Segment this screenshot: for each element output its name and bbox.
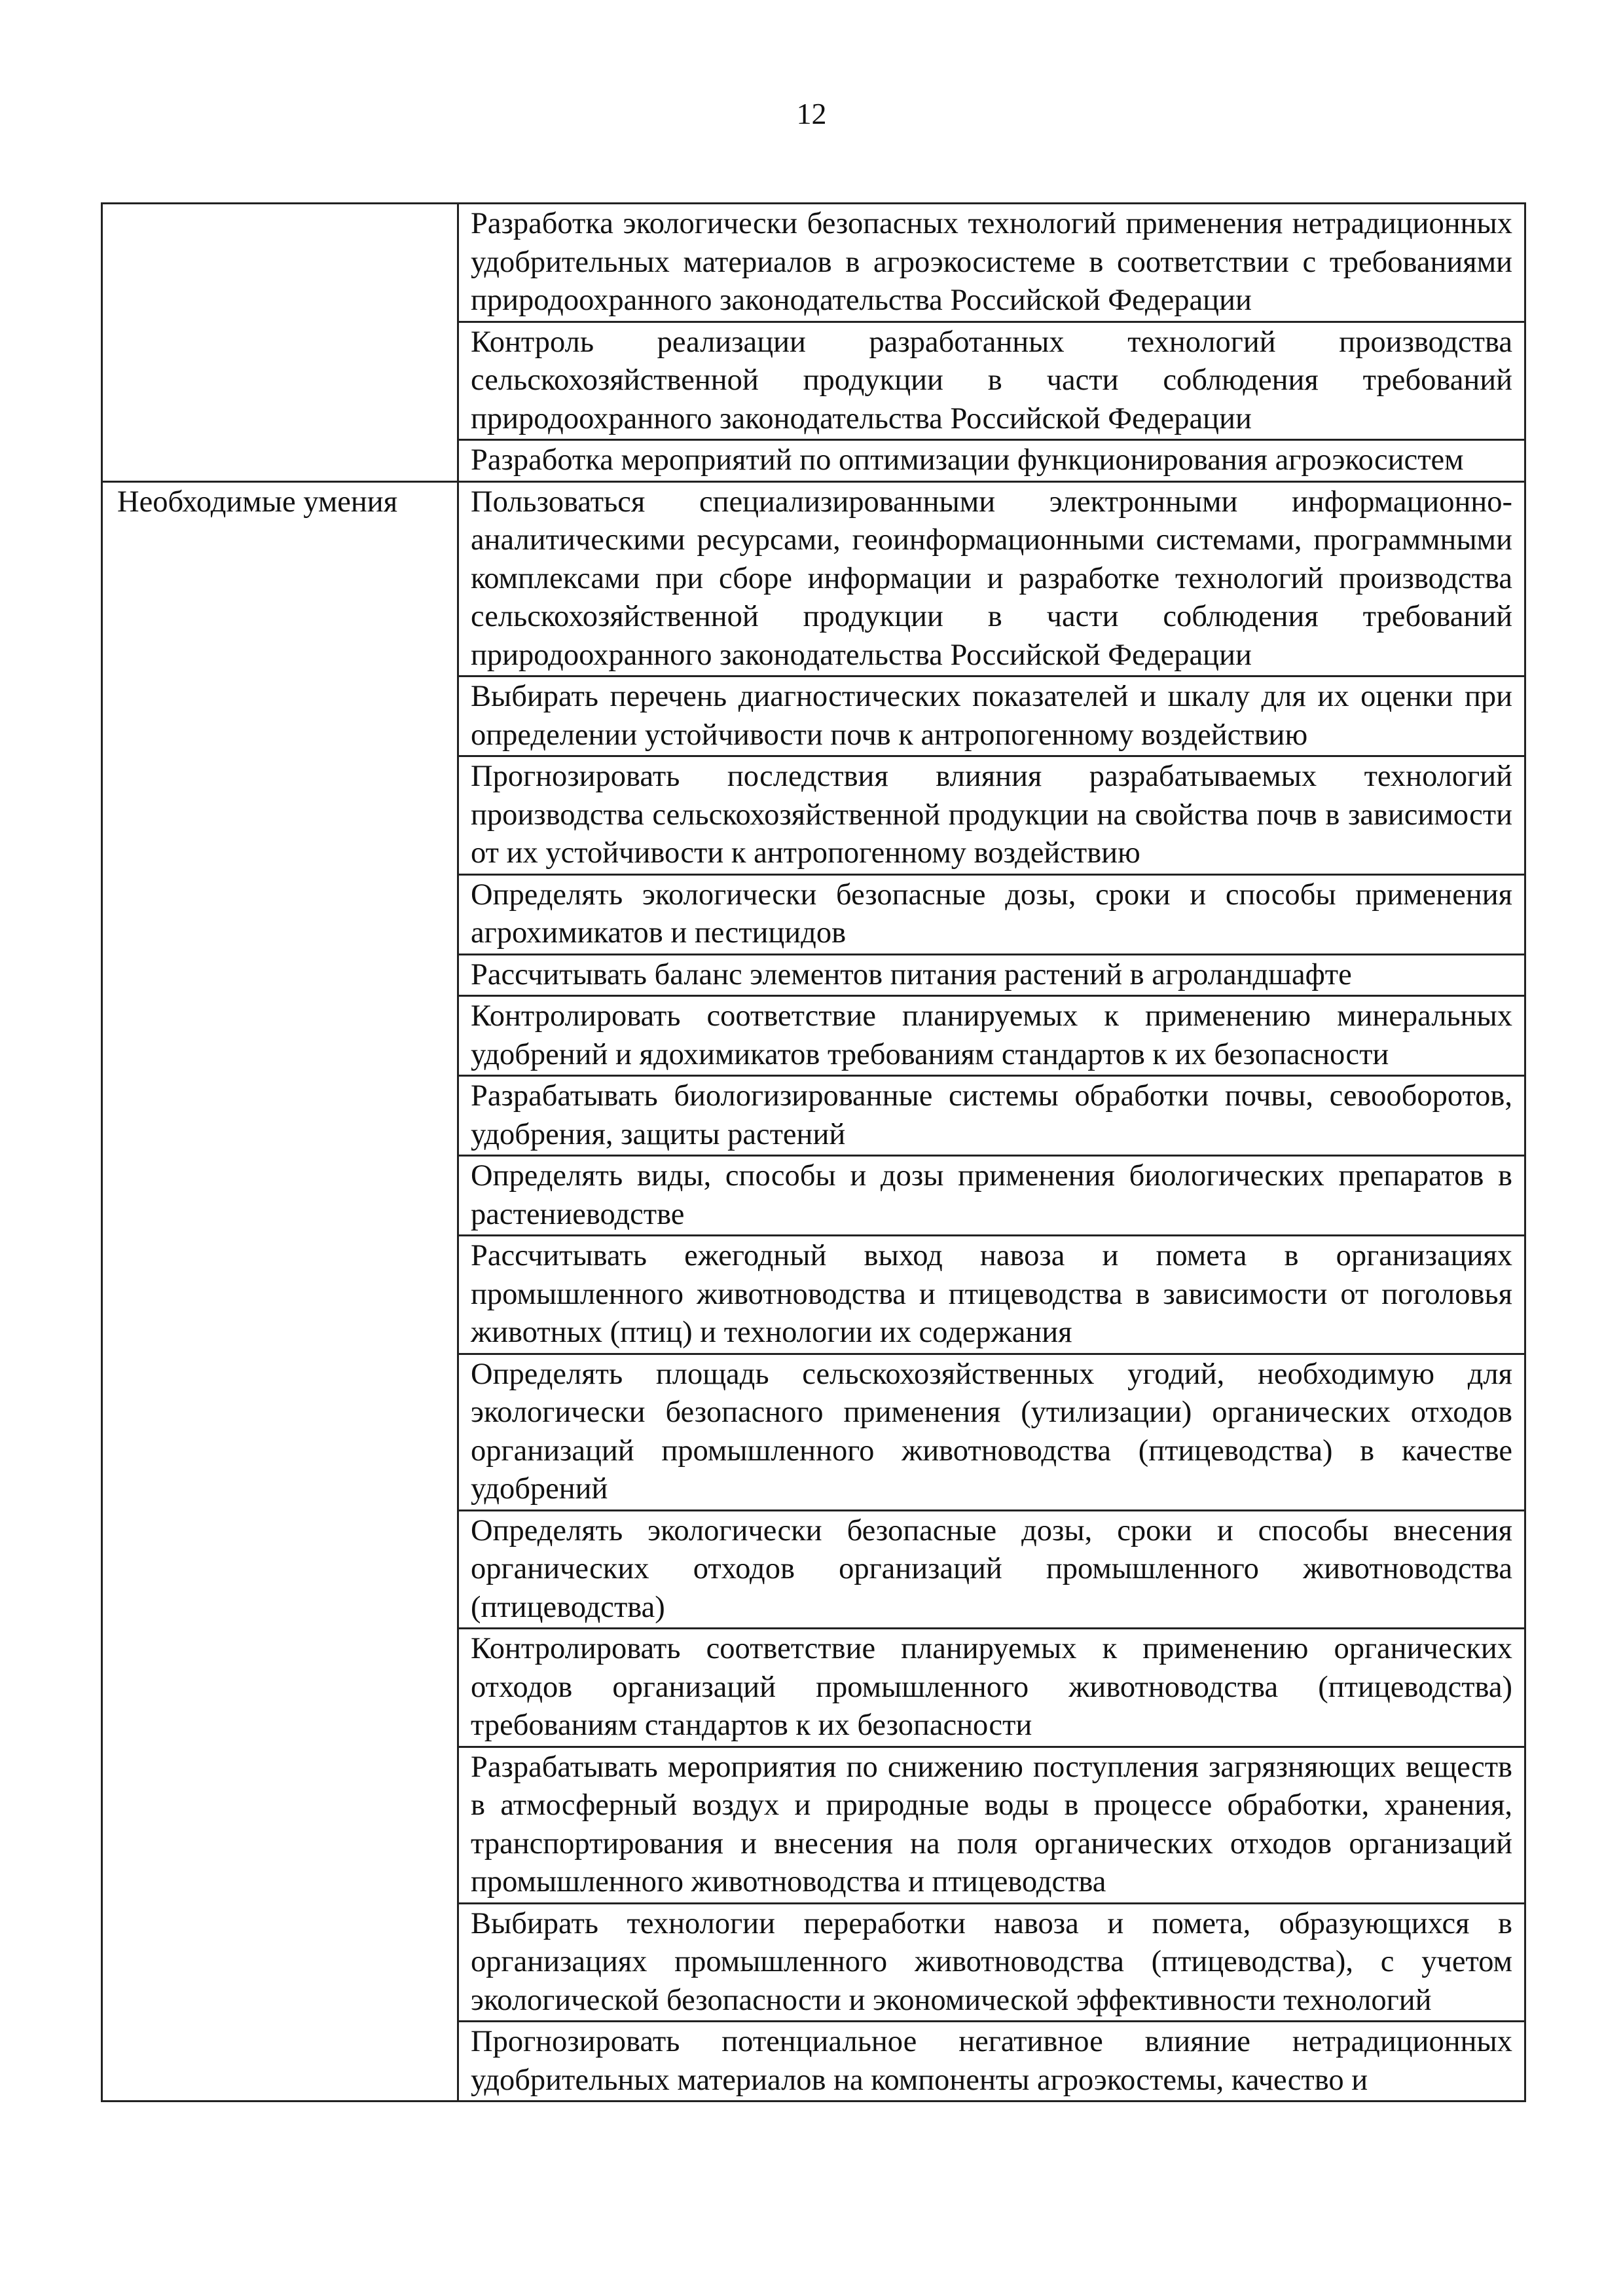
table-cell: Выбирать перечень диагностических показателей и шкалу для их оценки при определении устойчивости почв к антропогенному воздействию [458,676,1525,756]
table-row [102,481,1525,676]
table-cell: Разрабатывать мероприятия по снижению поступления загрязняющих веществ в атмосферный воздух и природные воды в процессе обработки, хранения, транспортирования и внесения на поля органических отходов организаций промышленного животноводства и птицеводства [458,1747,1525,1903]
table-cell: Контролировать соответствие планируемых к применению минеральных удобрений и ядохимикатов требованиям стандартов к их безопасности [458,996,1525,1076]
table-cell: Определять экологически безопасные дозы, сроки и способы применения агрохимикатов и пестицидов [458,874,1525,954]
table-cell: Контроль реализации разработанных технологий производства сельскохозяйственной продукции в части соблюдения требований природоохранного законодательства Российской Федерации [458,322,1525,440]
table-row [102,204,1525,322]
table-cell: Выбирать технологии переработки навоза и помета, образующихся в организациях промышленного животноводства (птицеводства), с учетом экологической безопасности и экономической эффективности технологий [458,1903,1525,2022]
table-cell: Пользоваться специализированными электронными информационно-аналитическими ресурсами, геоинформационными системами, программными комплексами при сборе информации и разработке технологий производства сельскохозяйственной продукции в части соблюдения требований природоохранного законодательства Российской Федерации [458,481,1525,676]
table-cell: Разработка экологически безопасных технологий применения нетрадиционных удобрительных материалов в агроэкосистеме в соответствии с требованиями природоохранного законодательства Российской Федерации [458,204,1525,322]
table-cell: Разработка мероприятий по оптимизации функционирования агроэкосистем [458,440,1525,482]
table-cell: Контролировать соответствие планируемых к применению органических отходов организаций промышленного животноводства (птицеводства) требованиям стандартов к их безопасности [458,1629,1525,1747]
table-cell: Прогнозировать потенциальное негативное влияние нетрадиционных удобрительных материалов на компоненты агроэкостемы, качество и [458,2022,1525,2102]
table-cell: Рассчитывать баланс элементов питания растений в агроландшафте [458,954,1525,996]
table-cell: Определять площадь сельскохозяйственных угодий, необходимую для экологически безопасного применения (утилизации) органических отходов организаций промышленного животноводства (птицеводства) в качестве удобрений [458,1354,1525,1510]
table-cell: Разрабатывать биологизированные системы обработки почвы, севооборотов, удобрения, защиты растений [458,1076,1525,1156]
page-number: 12 [796,97,827,130]
skills-table [101,202,1526,2102]
table-cell: Прогнозировать последствия влияния разрабатываемых технологий производства сельскохозяйственной продукции на свойства почв в зависимости от их устойчивости к антропогенному воздействию [458,756,1525,875]
empty-label-cell [102,204,458,482]
table-cell: Определять экологически безопасные дозы, сроки и способы внесения органических отходов организаций промышленного животноводства (птицеводства) [458,1510,1525,1629]
skills-label-cell: Необходимые умения [102,481,458,2102]
table-cell: Рассчитывать ежегодный выход навоза и помета в организациях промышленного животноводства и птицеводства в зависимости от поголовья животных (птиц) и технологии их содержания [458,1236,1525,1354]
table-cell: Определять виды, способы и дозы применения биологических препаратов в растениеводстве [458,1156,1525,1236]
